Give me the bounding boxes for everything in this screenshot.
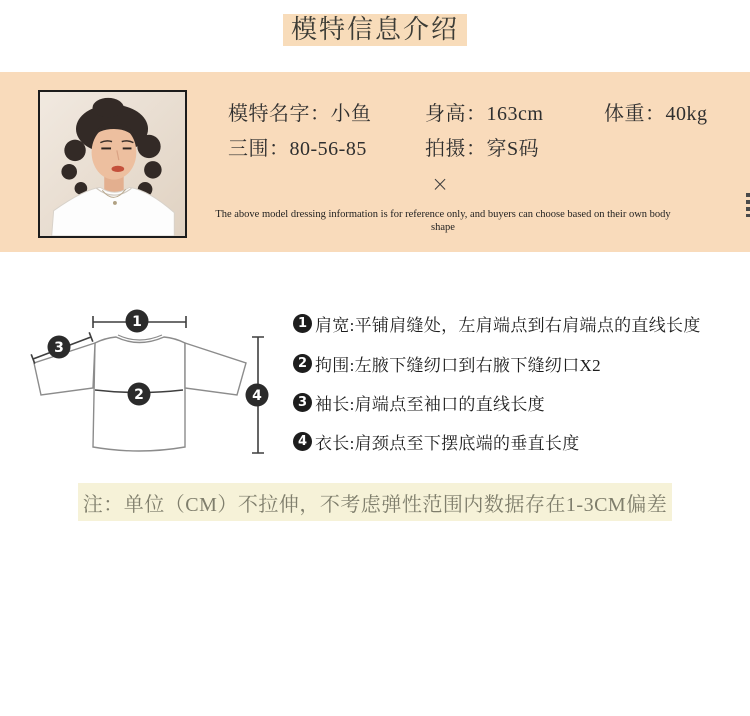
model-portrait-illustration — [40, 92, 185, 236]
model-name-field — [228, 102, 372, 126]
measure-text: 袖长:肩端点至袖口的直线长度 — [315, 394, 545, 414]
diagram-marker-2 — [128, 383, 151, 406]
measure-item-chest — [293, 352, 601, 374]
model-weight-field — [604, 102, 708, 126]
measure-item-sleeve — [293, 391, 545, 413]
page-title: 模特信息介绍 — [283, 14, 467, 46]
field-label: 体重： — [604, 103, 666, 125]
pendant — [113, 201, 117, 205]
scrollbar-fragment[interactable] — [746, 193, 750, 217]
field-value: 小鱼 — [330, 103, 372, 125]
marker-4-icon: 4 — [293, 432, 312, 451]
measure-text: 拘围:左腋下缝纫口到右腋下缝纫口X2 — [315, 355, 601, 375]
diagram-marker-1 — [126, 310, 149, 333]
note-text: 注：单位（CM）不拉伸，不考虑弹性范围内数据存在1-3CM偏差 — [82, 493, 668, 516]
diagram-marker-4 — [246, 384, 269, 407]
svg-text:3: 3 — [54, 340, 64, 356]
svg-text:1: 1 — [132, 314, 142, 330]
field-label: 身高： — [425, 103, 487, 125]
svg-text:4: 4 — [252, 388, 262, 404]
model-height-field — [425, 102, 543, 126]
measure-text: 肩宽:平铺肩缝处，左肩端点到右肩端点的直线长度 — [315, 315, 701, 335]
field-value: 穿S码 — [486, 138, 540, 160]
marker-1-icon: 1 — [293, 314, 312, 333]
model-info-banner — [0, 72, 750, 252]
marker-3-icon: 3 — [293, 393, 312, 412]
model-measurements-field — [228, 137, 367, 161]
measure-text: 衣长:肩颈点至下摆底端的垂直长度 — [315, 433, 580, 453]
field-label: 拍摄： — [425, 138, 487, 160]
measure-item-length — [293, 430, 580, 452]
model-photo — [38, 90, 187, 238]
diagram-marker-3 — [48, 336, 71, 359]
disclaimer-text: The above model dressing information is for reference only, and buyers can choose based on their own body shape — [215, 209, 671, 233]
x-divider-icon: × — [431, 172, 449, 196]
field-value: 80-56-85 — [289, 138, 367, 160]
marker-2-icon: 2 — [293, 354, 312, 373]
field-value: 40kg — [665, 103, 708, 125]
face — [92, 125, 137, 179]
garment-diagram — [25, 295, 295, 480]
field-label: 模特名字： — [228, 103, 331, 125]
field-label: 三围： — [228, 138, 290, 160]
model-shoot-size-field — [425, 137, 539, 161]
field-value: 163cm — [486, 103, 544, 125]
note-bar — [78, 483, 672, 521]
svg-text:2: 2 — [134, 387, 144, 403]
measure-item-shoulder — [293, 312, 701, 334]
title-row — [0, 14, 750, 46]
